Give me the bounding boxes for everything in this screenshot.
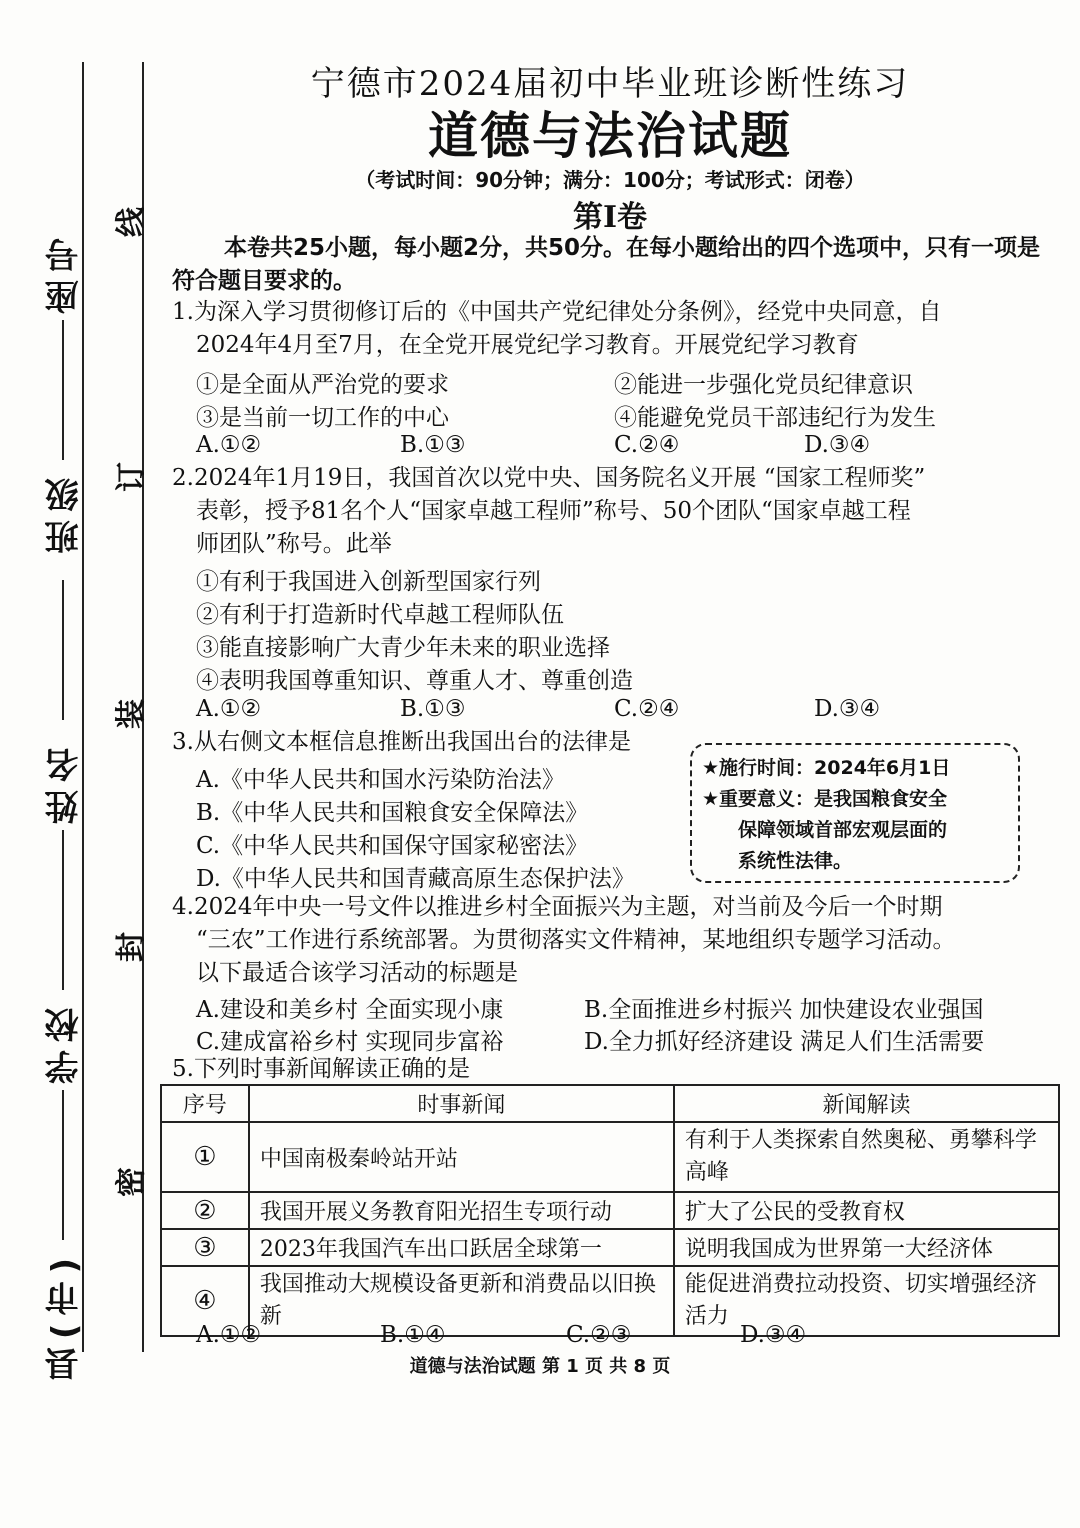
seal-mi: 密: [114, 1167, 149, 1197]
seal-zhuang: 装: [114, 699, 149, 729]
table-row: [161, 1192, 1059, 1229]
row-reading: 说明我国成为世界第一大经济体: [674, 1229, 1059, 1266]
q2-choice-a[interactable]: A.①②: [196, 696, 262, 722]
header-no: 序号: [161, 1085, 249, 1122]
q3-box-line1: ★施行时间：2024年6月1日: [702, 757, 951, 779]
q3-box-line3: 保障领域首部宏观层面的: [738, 819, 948, 841]
seat-label: 座号: [45, 230, 85, 314]
q1-choice-d[interactable]: D.③④: [804, 432, 871, 458]
section-title: 第Ⅰ卷: [572, 200, 648, 235]
class-label: 班级: [45, 470, 85, 554]
q2-stem-line1: 2.2024年1月19日，我国首次以党中央、国务院名义开展 “国家工程师奖”: [172, 465, 926, 491]
q2-choice-c[interactable]: C.②④: [614, 696, 680, 722]
table-row: [161, 1122, 1059, 1192]
name-fill-line[interactable]: [62, 580, 64, 720]
q5-stem: 5.下列时事新闻解读正确的是: [172, 1056, 470, 1082]
row-reading: 能促进消费拉动投资、切实增强经济活力: [674, 1266, 1059, 1336]
q1-stem-line2: 2024年4月至7月，在全党开展党纪学习教育。开展党纪学习教育: [196, 332, 859, 358]
seal-feng: 封: [114, 932, 149, 962]
q3-choice-a[interactable]: A.《中华人民共和国水污染防治法》: [196, 767, 565, 793]
row-news: 中国南极秦岭站开站: [249, 1122, 674, 1192]
table-header-row: [161, 1085, 1059, 1122]
q2-choice-b[interactable]: B.①③: [400, 696, 466, 722]
q1-choice-a[interactable]: A.①②: [196, 432, 262, 458]
q4-choice-a[interactable]: A.建设和美乡村 全面实现小康: [196, 997, 504, 1023]
q2-stem-line3: 师团队”称号。此举: [196, 531, 392, 557]
class-fill-line[interactable]: [62, 320, 64, 460]
q4-choice-b[interactable]: B.全面推进乡村振兴 加快建设农业强国: [584, 997, 984, 1023]
q4-choice-d[interactable]: D.全力抓好经济建设 满足人们生活需要: [584, 1029, 985, 1055]
county-fill-line[interactable]: [62, 1090, 64, 1240]
seal-ding: 订: [114, 462, 149, 492]
q5-choice-b[interactable]: B.①④: [380, 1322, 446, 1348]
q1-statement-3: ③是当前一切工作的中心: [196, 405, 449, 431]
q4-stem-line2: “三农”工作进行系统部署。为贯彻落实文件精神，某地组织专题学习活动。: [196, 927, 956, 953]
q1-choice-c[interactable]: C.②④: [614, 432, 680, 458]
header-reading: 新闻解读: [674, 1085, 1059, 1122]
q2-stem-line2: 表彰，授予81名个人“国家卓越工程师”称号、50个团队“国家卓越工程: [196, 498, 911, 524]
q1-statement-2: ②能进一步强化党员纪律意识: [614, 372, 913, 398]
q3-info-box: [690, 743, 1020, 883]
q5-choice-c[interactable]: C.②③: [566, 1322, 632, 1348]
row-no: ②: [161, 1192, 249, 1229]
row-news: 我国开展义务教育阳光招生专项行动: [249, 1192, 674, 1229]
page-title: 道德与法治试题: [428, 106, 792, 165]
q5-news-table: [160, 1084, 1060, 1337]
name-label: 姓名: [45, 740, 85, 824]
q5-choice-a[interactable]: A.①②: [196, 1322, 262, 1348]
q3-box-line4: 系统性法律。: [738, 850, 853, 872]
q2-statement-1: ①有利于我国进入创新型国家行列: [196, 569, 541, 595]
q2-statement-4: ④表明我国尊重知识、尊重人才、尊重创造: [196, 668, 633, 694]
q3-box-line2: ★重要意义：是我国粮食安全: [702, 788, 948, 810]
q3-choice-b[interactable]: B.《中华人民共和国粮食安全保障法》: [196, 800, 589, 826]
row-reading: 有利于人类探索自然奥秘、勇攀科学高峰: [674, 1122, 1059, 1192]
q2-choice-d[interactable]: D.③④: [814, 696, 881, 722]
q1-choice-b[interactable]: B.①③: [400, 432, 466, 458]
seal-xian: 线: [114, 207, 149, 237]
page-footer: 道德与法治试题 第 1 页 共 8 页: [409, 1356, 671, 1377]
section-intro: 本卷共25小题，每小题2分，共50分。在每小题给出的四个选项中，只有一项是符合题目要求的。: [172, 235, 1041, 294]
q3-stem: 3.从右侧文本框信息推断出我国出台的法律是: [172, 729, 631, 755]
exam-meta: （考试时间：90分钟；满分：100分；考试形式：闭卷）: [355, 168, 865, 192]
row-news: 我国推动大规模设备更新和消费品以旧换新: [249, 1266, 674, 1336]
school-label: 学校: [45, 1000, 85, 1084]
county-label: 县(市): [45, 1250, 85, 1382]
q1-stem-line1: 1.为深入学习贯彻修订后的《中国共产党纪律处分条例》，经党中央同意，自: [172, 299, 942, 325]
q3-choice-c[interactable]: C.《中华人民共和国保守国家秘密法》: [196, 833, 589, 859]
header-news: 时事新闻: [249, 1085, 674, 1122]
q4-stem-line3: 以下最适合该学习活动的标题是: [196, 960, 518, 986]
table-row: [161, 1229, 1059, 1266]
row-news: 2023年我国汽车出口跃居全球第一: [249, 1229, 674, 1266]
q1-statement-1: ①是全面从严治党的要求: [196, 372, 449, 398]
q4-stem-line1: 4.2024年中央一号文件以推进乡村全面振兴为主题，对当前及今后一个时期: [172, 894, 943, 920]
row-reading: 扩大了公民的受教育权: [674, 1192, 1059, 1229]
q1-statement-4: ④能避免党员干部违纪行为发生: [614, 405, 936, 431]
q5-choice-d[interactable]: D.③④: [740, 1322, 807, 1348]
row-no: ④: [161, 1266, 249, 1336]
row-no: ①: [161, 1122, 249, 1192]
q2-statement-3: ③能直接影响广大青少年未来的职业选择: [196, 635, 610, 661]
exam-subtitle: 宁德市2024届初中毕业班诊断性练习: [310, 64, 910, 104]
school-fill-line[interactable]: [62, 830, 64, 990]
q4-choice-c[interactable]: C.建成富裕乡村 实现同步富裕: [196, 1029, 504, 1055]
row-no: ③: [161, 1229, 249, 1266]
q3-choice-d[interactable]: D.《中华人民共和国青藏高原生态保护法》: [196, 866, 635, 892]
q2-statement-2: ②有利于打造新时代卓越工程师队伍: [196, 602, 564, 628]
